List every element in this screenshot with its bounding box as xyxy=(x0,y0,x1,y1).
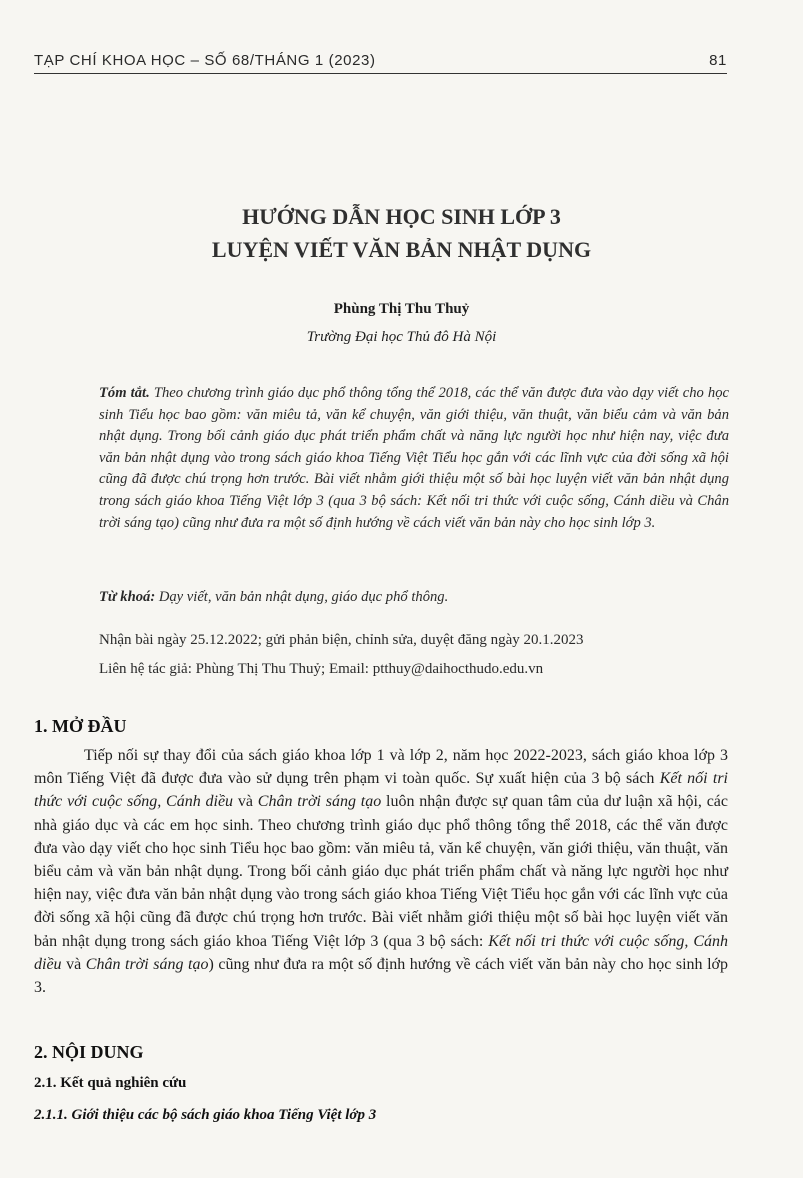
article-title xyxy=(0,200,803,266)
title-line-2: LUYỆN VIẾT VĂN BẢN NHẬT DỤNG xyxy=(211,237,592,262)
section-heading-content: 2. NỘI DUNG xyxy=(34,1042,144,1062)
abstract xyxy=(99,383,729,534)
book-title-2: Chân trời sáng tạo xyxy=(257,793,382,811)
keywords xyxy=(99,589,729,606)
keywords-text: Dạy viết, văn bản nhật dụng, giáo dục phổ thông. xyxy=(155,589,449,605)
subsection-heading-results: 2.1. Kết quả nghiên cứu xyxy=(34,1075,187,1091)
intro-text-2: luôn nhận được sự quan tâm của dư luận xã hội, các nhà giáo dục và các em học sinh. Theo chương trình giáo dục phổ thông tổng thể 2018, các thể văn được đưa vào dạy viết cho học sinh Tiểu học bao gồm: văn miêu tả, văn kể chuyện, văn giới thiệu, văn thuật, văn biểu cảm và văn bản nhật dụng. Trong bối cảnh giáo dục phát triển phẩm chất và năng lực người học như hiện nay, việc đưa văn bản nhật dụng vào trong sách giáo khoa Tiếng Việt Tiểu học gắn với các lĩnh vực của đời sống xã hội cũng đã được chú trọng hơn trước. Bài viết nhằm giới thiệu một số bài học luyện viết văn bản nhật dụng trong sách giáo khoa Tiếng Việt lớp 3 (qua 3 bộ sách: xyxy=(34,793,729,950)
author-contact: Liên hệ tác giả: Phùng Thị Thu Thuỷ; Email: ptthuy@daihocthudo.edu.vn xyxy=(99,661,544,677)
section-heading-intro: 1. MỞ ĐẦU xyxy=(34,716,127,736)
book-title-3: Kết nối tri thức với cuộc sống, Cánh diều xyxy=(34,932,728,973)
conjunction-1: và xyxy=(233,793,258,811)
abstract-label: Tóm tắt. xyxy=(99,385,150,401)
intro-paragraph xyxy=(34,744,728,999)
header-divider xyxy=(34,73,727,74)
conjunction-2: và xyxy=(61,955,86,973)
intro-text-3: ) cũng như đưa ra một số định hướng về cách viết văn bản này cho học sinh lớp 3. xyxy=(34,955,729,997)
running-header xyxy=(34,48,727,72)
journal-title: TẠP CHÍ KHOA HỌC – SỐ 68/THÁNG 1 (2023) xyxy=(34,51,376,69)
author-name: Phùng Thị Thu Thuỷ xyxy=(333,301,470,317)
title-line-1: HƯỚNG DẪN HỌC SINH LỚP 3 xyxy=(242,204,561,229)
subsubsection-heading-books: 2.1.1. Giới thiệu các bộ sách giáo khoa Tiếng Việt lớp 3 xyxy=(34,1107,377,1123)
author-affiliation: Trường Đại học Thủ đô Hà Nội xyxy=(306,329,497,345)
intro-text-1: Tiếp nối sự thay đổi của sách giáo khoa lớp 1 và lớp 2, năm học 2022-2023, sách giáo khoa lớp 3 môn Tiếng Việt đã được đưa vào sử dụng trên phạm vi toàn quốc. Sự xuất hiện của 3 bộ sách xyxy=(34,747,728,788)
keywords-label: Từ khoá: xyxy=(99,589,156,605)
abstract-text: Theo chương trình giáo dục phổ thông tổng thể 2018, các thể văn được đưa vào dạy viết cho học sinh Tiểu học bao gồm: văn miêu tả, văn kể chuyện, văn giới thiệu, văn thuật, văn biểu cảm và văn bản nhật dụng. Trong bối cảnh giáo dục phát triển phẩm chất và năng lực người học như hiện nay, việc đưa văn bản nhật dụng vào trong sách giáo khoa Tiếng Việt Tiểu học gắn với các lĩnh vực của đời sống xã hội cũng đã được chú trọng hơn trước. Bài viết nhằm giới thiệu một số bài học luyện viết văn bản nhật dụng trong sách giáo khoa Tiếng Việt lớp 3 (qua 3 bộ sách: Kết nối tri thức với cuộc sống, Cánh diều và Chân trời sáng tạo) cũng như đưa ra một số định hướng về cách viết văn bản này cho học sinh lớp 3. xyxy=(99,385,729,531)
page-number: 81 xyxy=(709,51,727,69)
received-dates: Nhận bài ngày 25.12.2022; gửi phản biện, chỉnh sửa, duyệt đăng ngày 20.1.2023 xyxy=(99,632,584,648)
book-title-4: Chân trời sáng tạo xyxy=(85,955,209,973)
book-title-1: Kết nối tri thức với cuộc sống, Cánh diều xyxy=(34,770,728,811)
